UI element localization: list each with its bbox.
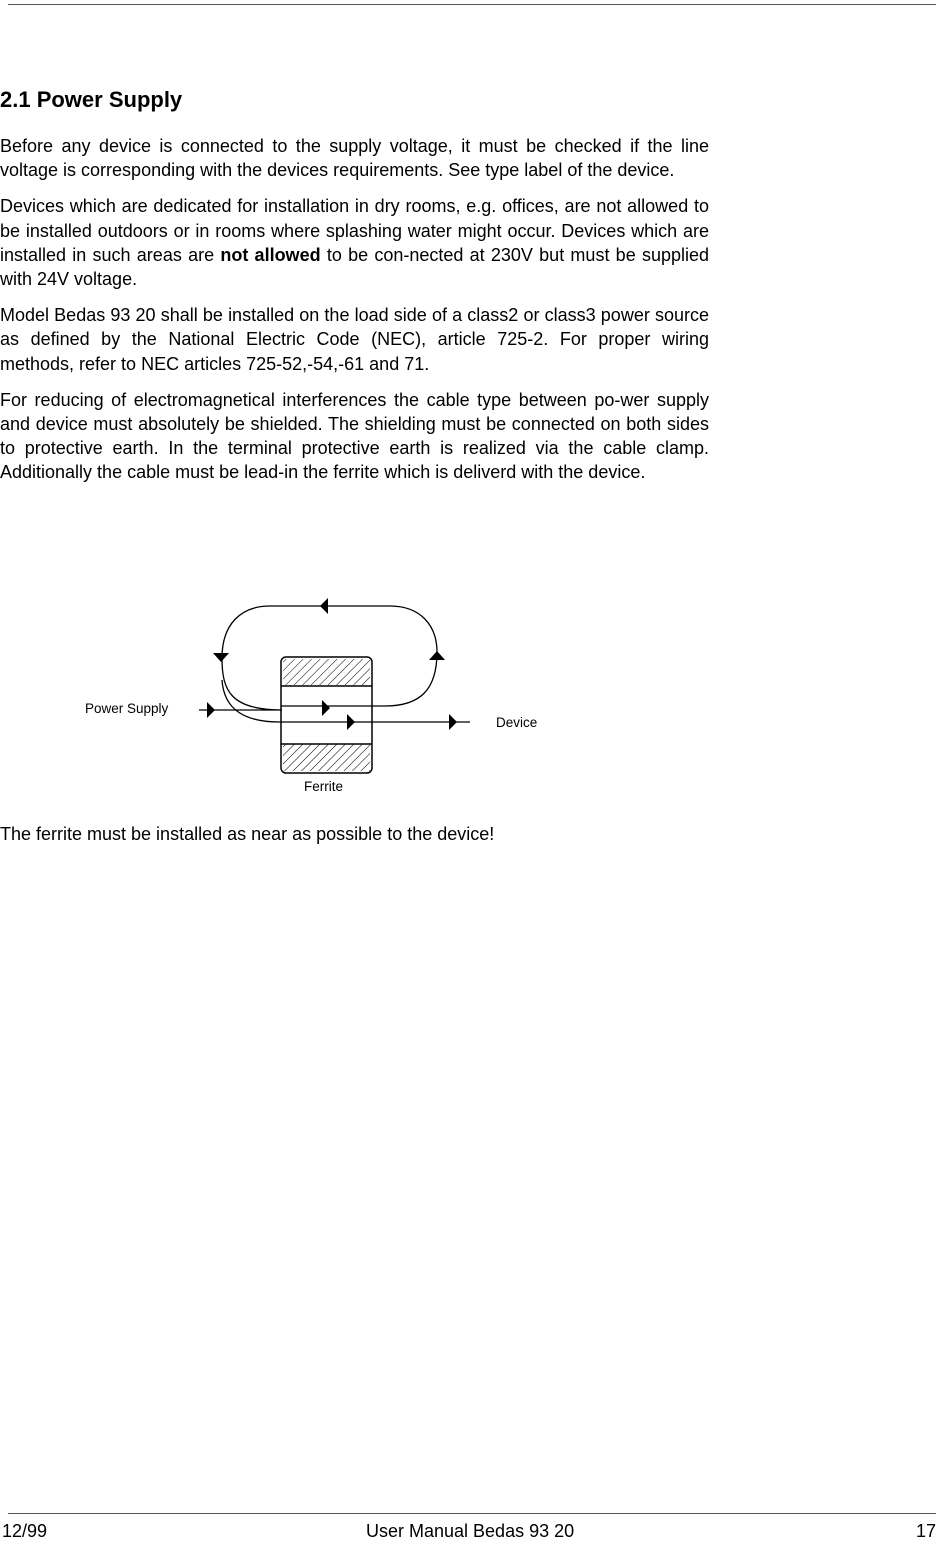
closing-note: The ferrite must be installed as near as possible to the device! (0, 824, 495, 844)
not-allowed-emphasis: not allowed (220, 244, 321, 265)
label-power-supply: Power Supply (85, 701, 169, 716)
arrow-to-device (449, 714, 457, 730)
paragraph-installation-rooms (0, 194, 709, 291)
label-ferrite: Ferrite (304, 779, 344, 794)
ferrite-wiring-diagram (0, 580, 709, 805)
ferrite-core (281, 657, 372, 773)
arrow-left-down (213, 653, 229, 662)
paragraph-nec-compliance: Model Bedas 93 20 shall be installed on the load side of a class2 or class3 power source as defined by the National Electric Code (NEC), article 725-2. For proper wiring methods, refer to NEC articles 725-52,-54,-61 and 71. (0, 305, 709, 374)
header-rule (8, 4, 936, 5)
paragraph-installation-rooms-tail: to be con-nected at 230V but must be supplied with 24V voltage. (0, 244, 709, 290)
section-heading: 2.1 Power Supply (0, 87, 183, 112)
footer-rule (8, 1513, 936, 1514)
arrow-power-supply-in (207, 702, 215, 718)
paragraph-installation-rooms-text: Devices which are dedicated for installation in dry rooms, e.g. offices, are not allowed to be installed outdoors or in rooms where splashing water might occur. Devices which are installed in such areas are (0, 196, 709, 265)
arrow-top-left (320, 598, 328, 614)
cable-lower-return (222, 680, 280, 722)
footer-date: 12/99 (2, 1521, 48, 1541)
arrow-right-up (429, 651, 445, 660)
body-text (0, 134, 709, 497)
label-device: Device (496, 715, 538, 730)
paragraph-supply-check: Before any device is connected to the supply voltage, it must be checked if the line voltage is corresponding with the devices requirements. See type label of the device. (0, 136, 709, 181)
footer-page-number: 17 (915, 1521, 936, 1541)
footer-title: User Manual Bedas 93 20 (366, 1521, 575, 1541)
paragraph-emi-shielding: For reducing of electromagnetical interferences the cable type between po-wer supply and device must absolutely be shielded. The shielding must be connected on both sides to protective earth. In the terminal protective earth is realized via the cable clamp. Additionally the cable must be lead-in the ferrite which is deliverd with the device. (0, 389, 709, 483)
